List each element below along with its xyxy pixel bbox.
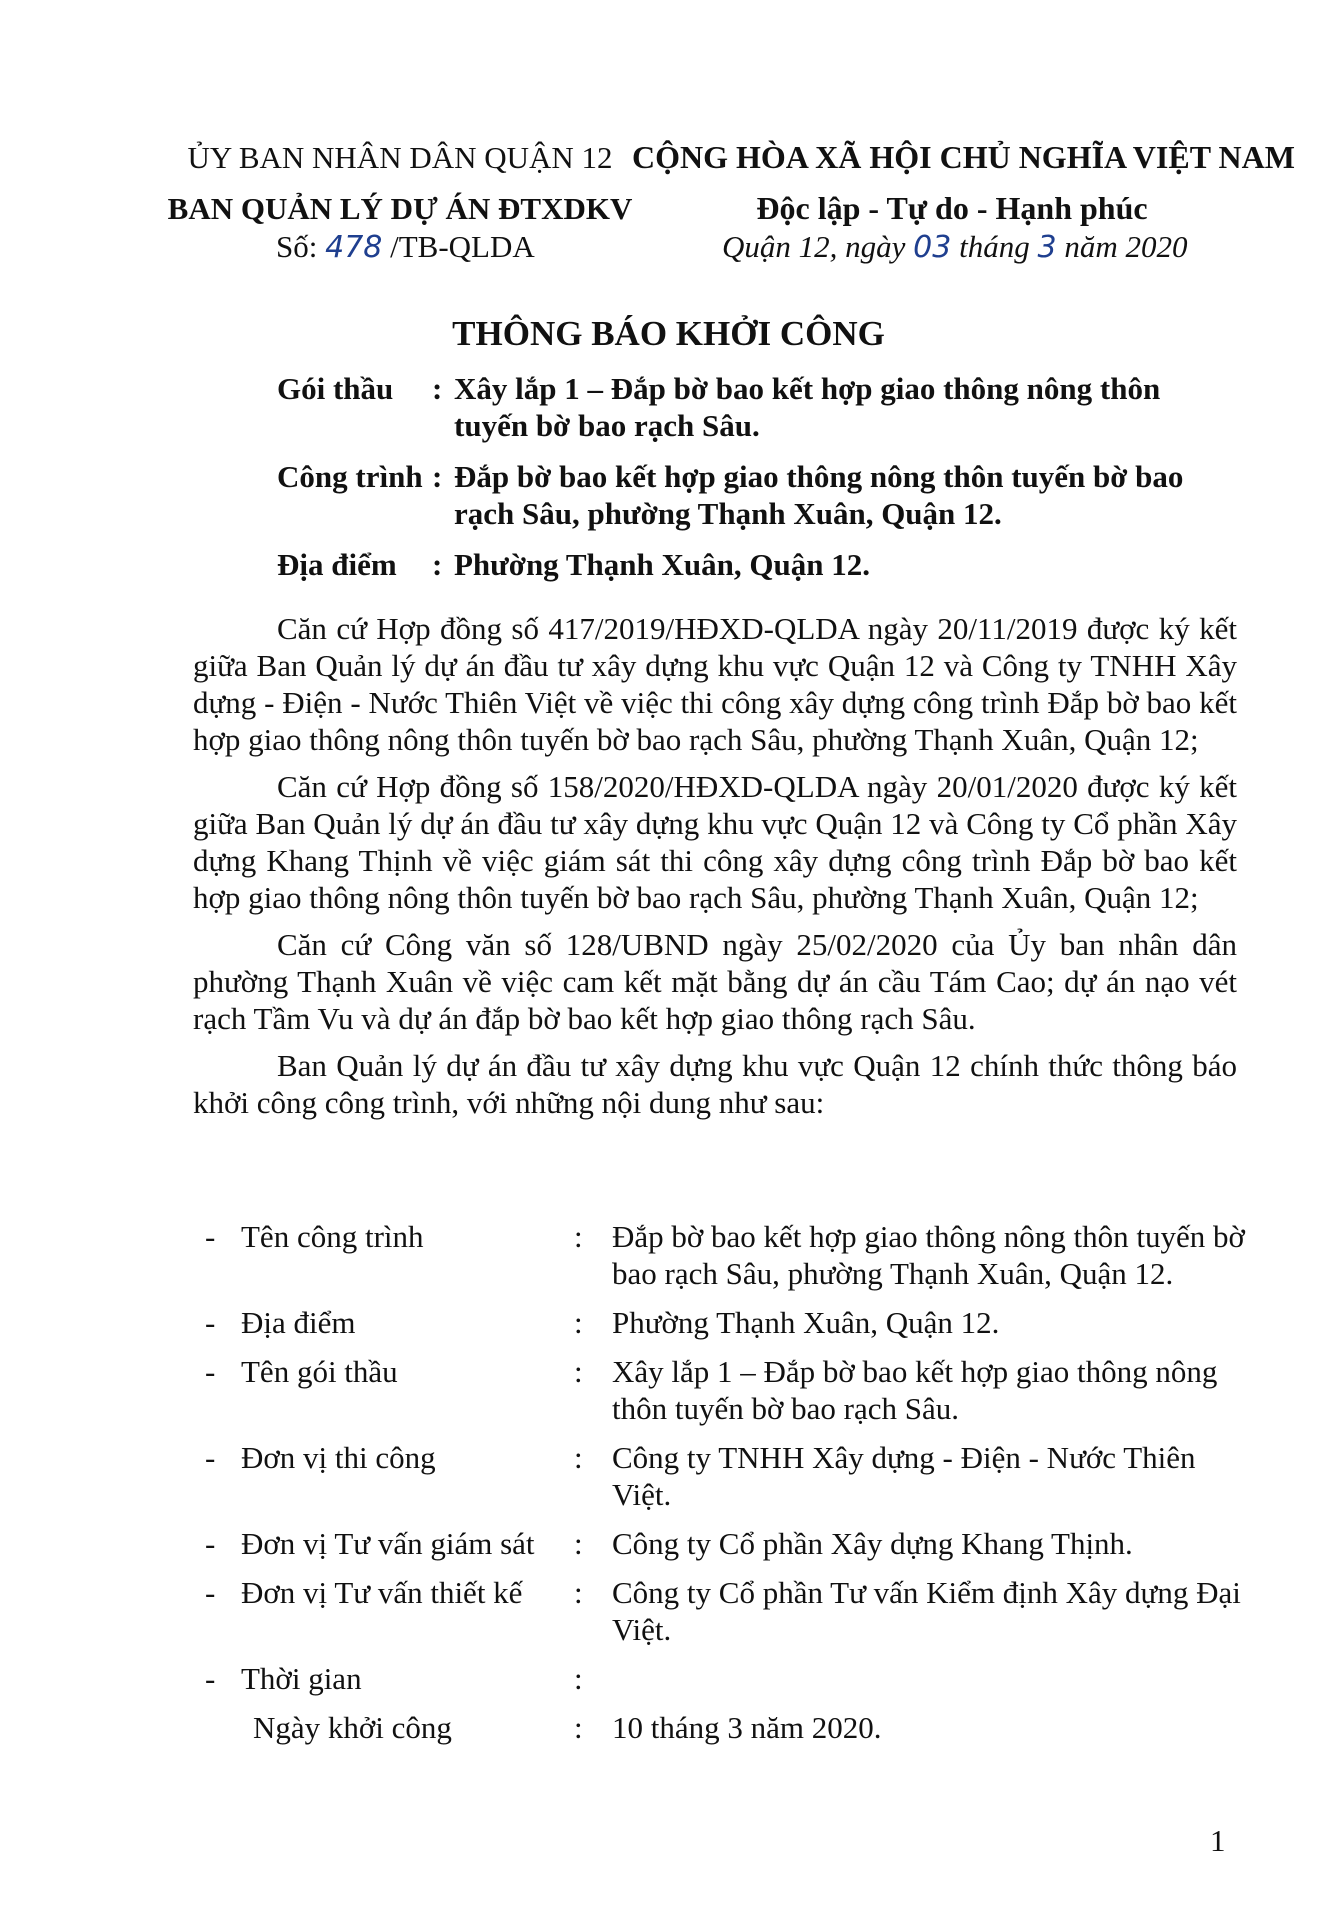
list-item: [205, 1304, 1245, 1341]
list-dash: -: [205, 1354, 216, 1389]
list-separator: :: [574, 1526, 583, 1561]
list-item: [205, 1439, 1245, 1513]
list-label: Ngày khởi công: [253, 1710, 452, 1745]
issue-date: [722, 228, 1187, 266]
info-separator: :: [432, 547, 443, 582]
list-value: Xây lắp 1 – Đắp bờ bao kết hợp giao thông nông thôn tuyến bờ bao rạch Sâu.: [612, 1354, 1218, 1426]
authority-name: ỦY BAN NHÂN DÂN QUẬN 12: [187, 140, 613, 175]
handwritten-day: 03: [913, 230, 952, 265]
paragraph-official-letter: Căn cứ Công văn số 128/UBND ngày 25/02/2020 của Ủy ban nhân dân phường Thạnh Xuân về việc cam kết mặt bằng dự án cầu Tám Cao; dự án nạo vét rạch Tầm Vu và dự án đắp bờ bao kết hợp giao thông rạch Sâu.: [193, 927, 1237, 1036]
list-item: [205, 1218, 1245, 1292]
list-separator: :: [574, 1661, 583, 1696]
date-part-1: Quận 12, ngày: [722, 229, 914, 264]
list-dash: -: [205, 1661, 216, 1696]
list-item: [205, 1660, 1245, 1697]
page-number: 1: [1210, 1823, 1226, 1858]
paragraph-announcement: Ban Quản lý dự án đầu tư xây dựng khu vực Quận 12 chính thức thông báo khởi công công trình, với những nội dung như sau:: [193, 1048, 1237, 1120]
number-prefix: Số:: [276, 229, 326, 264]
info-separator: :: [432, 371, 443, 406]
info-label: Công trình: [277, 459, 423, 494]
info-label: Địa điểm: [277, 547, 397, 582]
list-dash: -: [205, 1526, 216, 1561]
list-label: Địa điểm: [241, 1305, 356, 1340]
list-separator: :: [574, 1219, 583, 1254]
list-value: Đắp bờ bao kết hợp giao thông nông thôn tuyến bờ bao rạch Sâu, phường Thạnh Xuân, Quận 12.: [612, 1219, 1245, 1291]
info-row-location: [277, 546, 1237, 583]
list-dash: -: [205, 1219, 216, 1254]
list-value: Công ty TNHH Xây dựng - Điện - Nước Thiên Việt.: [612, 1440, 1196, 1512]
list-label: Đơn vị Tư vấn giám sát: [241, 1526, 535, 1561]
list-dash: -: [205, 1305, 216, 1340]
list-label: Đơn vị thi công: [241, 1440, 436, 1475]
list-item: [205, 1574, 1245, 1648]
info-value: Xây lắp 1 – Đắp bờ bao kết hợp giao thông nông thôn tuyến bờ bao rạch Sâu.: [454, 371, 1161, 443]
paragraph-contract-1: Căn cứ Hợp đồng số 417/2019/HĐXD-QLDA ngày 20/11/2019 được ký kết giữa Ban Quản lý dự án đầu tư xây dựng khu vực Quận 12 và Công ty TNHH Xây dựng - Điện - Nước Thiên Việt về việc thi công xây dựng công trình Đắp bờ bao kết hợp giao thông nông thôn tuyến bờ bao rạch Sâu, phường Thạnh Xuân, Quận 12;: [193, 611, 1237, 757]
list-label: Tên gói thầu: [241, 1354, 398, 1389]
list-item: [205, 1525, 1245, 1562]
project-info: [277, 370, 1237, 597]
list-item: [205, 1353, 1245, 1427]
national-header: [632, 132, 1295, 234]
info-value: Phường Thạnh Xuân, Quận 12.: [454, 547, 870, 582]
info-separator: :: [432, 459, 443, 494]
date-part-3: năm 2020: [1056, 229, 1188, 264]
list-separator: :: [574, 1354, 583, 1389]
list-value: Công ty Cổ phần Tư vấn Kiểm định Xây dựng Đại Việt.: [612, 1575, 1241, 1647]
document-title: THÔNG BÁO KHỞI CÔNG: [452, 314, 885, 353]
issuing-authority: [160, 132, 640, 234]
list-item: [205, 1709, 1245, 1746]
info-label: Gói thầu: [277, 371, 394, 406]
document-number: [276, 228, 535, 266]
list-label: Đơn vị Tư vấn thiết kế: [241, 1575, 523, 1610]
national-motto: Độc lập - Tự do - Hạnh phúc: [756, 190, 1148, 226]
list-dash: -: [205, 1575, 216, 1610]
list-label: Tên công trình: [241, 1219, 424, 1254]
country-name: CỘNG HÒA XÃ HỘI CHỦ NGHĨA VIỆT NAM: [632, 139, 1295, 175]
number-suffix: /TB-QLDA: [382, 229, 535, 264]
info-row-package: [277, 370, 1237, 444]
list-value: [612, 1660, 1245, 1697]
info-value: Đắp bờ bao kết hợp giao thông nông thôn tuyến bờ bao rạch Sâu, phường Thạnh Xuân, Quận 12.: [454, 459, 1184, 531]
list-value: Phường Thạnh Xuân, Quận 12.: [612, 1305, 1000, 1340]
list-separator: :: [574, 1440, 583, 1475]
list-value: Công ty Cổ phần Xây dựng Khang Thịnh.: [612, 1526, 1133, 1561]
department-name: BAN QUẢN LÝ DỰ ÁN ĐTXDKV: [167, 191, 633, 226]
list-separator: :: [574, 1710, 583, 1745]
details-list: [205, 1218, 1245, 1758]
handwritten-month: 3: [1037, 230, 1057, 265]
list-separator: :: [574, 1305, 583, 1340]
document-body: [193, 610, 1237, 1131]
list-separator: :: [574, 1575, 583, 1610]
date-part-2: tháng: [951, 229, 1038, 264]
list-dash: -: [205, 1440, 216, 1475]
info-row-project: [277, 458, 1237, 532]
list-dash: [205, 1709, 253, 1746]
paragraph-contract-2: Căn cứ Hợp đồng số 158/2020/HĐXD-QLDA ngày 20/01/2020 được ký kết giữa Ban Quản lý dự án đầu tư xây dựng khu vực Quận 12 và Công ty Cổ phần Xây dựng Khang Thịnh về việc giám sát thi công xây dựng công trình Đắp bờ bao kết hợp giao thông nông thôn tuyến bờ bao rạch Sâu, phường Thạnh Xuân, Quận 12;: [193, 769, 1237, 915]
list-label: Thời gian: [241, 1661, 362, 1696]
list-value: 10 tháng 3 năm 2020.: [612, 1710, 882, 1745]
handwritten-number: 478: [325, 230, 383, 265]
